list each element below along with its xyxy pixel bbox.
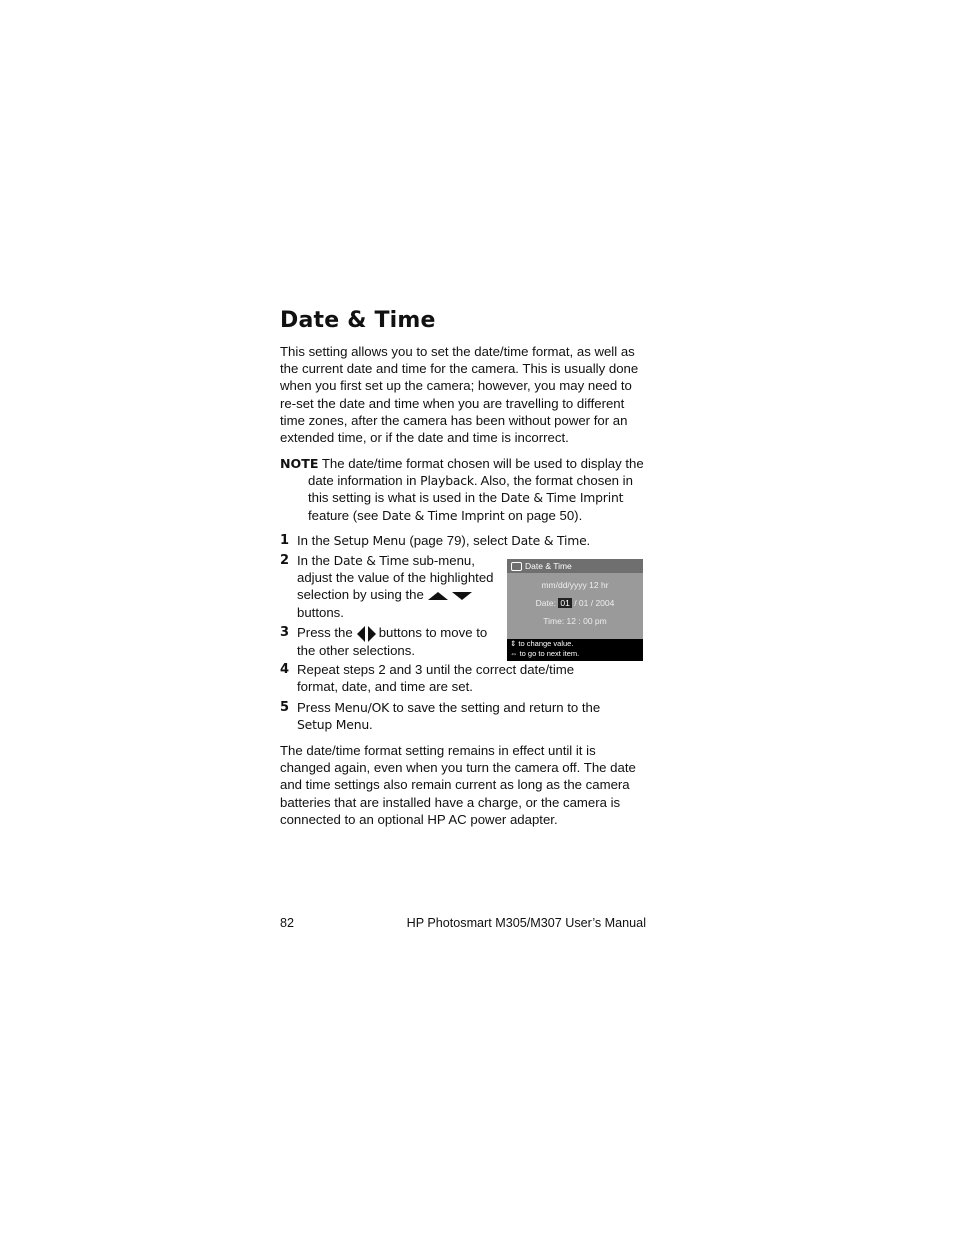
step-number: 3 bbox=[280, 625, 290, 640]
left-right-arrows-icon: ⇔ bbox=[510, 649, 518, 658]
highlighted-month: 01 bbox=[560, 598, 570, 608]
left-arrow-icon bbox=[357, 626, 365, 642]
camera-screen-title: Date & Time bbox=[525, 561, 572, 571]
step-text: Press Menu/OK to save the setting and return to the Setup Menu. bbox=[297, 700, 601, 733]
note-ui-imprint-ref: Date & Time Imprint bbox=[382, 507, 505, 523]
setup-menu-icon bbox=[511, 562, 522, 571]
right-arrow-icon bbox=[368, 626, 376, 642]
step-number: 5 bbox=[280, 700, 290, 715]
note-text: The date/time format chosen will be used to display the date information in bbox=[308, 456, 644, 489]
step-number: 1 bbox=[280, 533, 290, 548]
step-text: In the Setup Menu (page 79), select Date & Time. bbox=[297, 533, 591, 548]
section-heading: Date & Time bbox=[280, 308, 436, 333]
camera-hint-bar bbox=[507, 639, 643, 661]
camera-screen-illustration bbox=[507, 559, 643, 661]
step-text: Press the buttons to move to the other selections. bbox=[297, 625, 488, 658]
camera-time-row: Time: 12 : 00 pm bbox=[543, 616, 607, 626]
note-text: . Also, the format chosen in this setting is what is used in the bbox=[308, 473, 633, 506]
page-number: 82 bbox=[280, 916, 295, 930]
step-number: 4 bbox=[280, 662, 290, 677]
note-label: NOTE bbox=[280, 456, 319, 471]
note-text: feature (see bbox=[308, 507, 383, 523]
intro-paragraph: This setting allows you to set the date/time format, as well as the current date and time for the camera. This is usually done when you first set up the camera; however, you may need to re-set the date and time when you are travelling to different time zones, after the camera has been without power for an extended time, or if the date and time is incorrect. bbox=[280, 344, 639, 446]
note-ui-playback: Playback bbox=[420, 473, 474, 489]
up-down-arrows-icon: ⇕ bbox=[510, 639, 517, 648]
step-text: In the Date & Time sub-menu, adjust the value of the highlighted selection by using the buttons. bbox=[297, 553, 494, 620]
note-ui-imprint: Date & Time Imprint bbox=[500, 490, 624, 506]
step-number: 2 bbox=[280, 553, 290, 568]
camera-date-row: Date: 01 / 01 / 2004 bbox=[535, 598, 615, 608]
camera-format-row: mm/dd/yyyy 12 hr bbox=[541, 580, 609, 590]
hint-change-value: ⇕ to change value. bbox=[510, 639, 574, 648]
down-arrow-icon bbox=[452, 592, 472, 600]
closing-paragraph: The date/time format setting remains in effect until it is changed again, even when you turn the camera off. The date and time settings also remain current as long as the camera batteries that are installed have a charge, or the camera is connected to an optional HP AC power adapter. bbox=[280, 743, 636, 827]
up-arrow-icon bbox=[428, 592, 448, 600]
camera-screen-titlebar bbox=[507, 559, 643, 573]
note-block bbox=[280, 455, 646, 524]
step-text: Repeat steps 2 and 3 until the correct date/time format, date, and time are set. bbox=[297, 662, 575, 695]
hint-next-item: ⇔ to go to next item. bbox=[510, 649, 580, 658]
note-text: on page 50). bbox=[504, 507, 583, 523]
manual-title: HP Photosmart M305/M307 User’s Manual bbox=[406, 916, 646, 930]
